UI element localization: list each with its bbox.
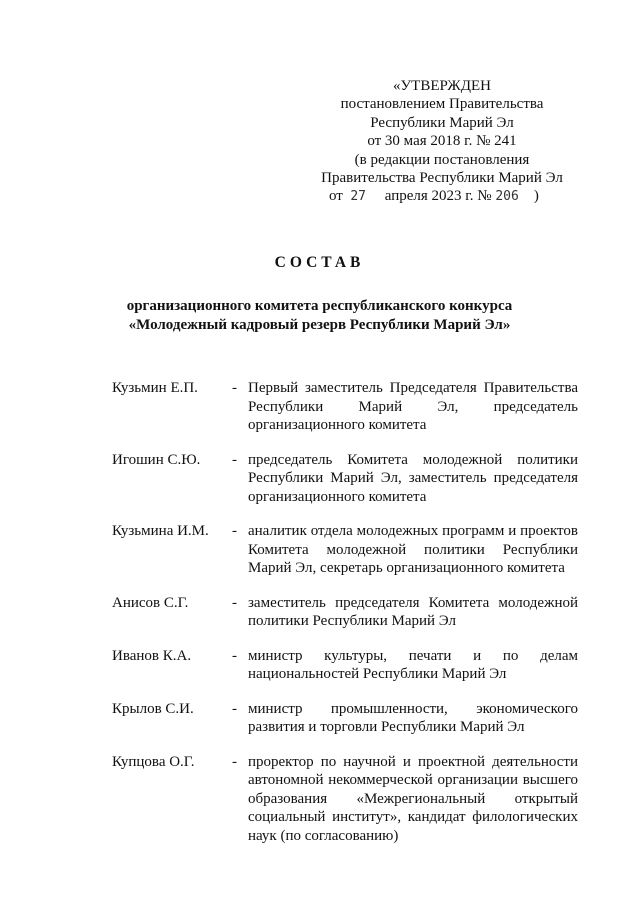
member-name: Кузьмин Е.П. <box>112 380 198 396</box>
member-name: Иванов К.А. <box>112 647 192 664</box>
member-dash: - <box>232 523 237 539</box>
member-name: Купцова О.Г. <box>112 753 195 770</box>
member-role: министр культуры, печати и по делам национальностей Республики Марий Эл <box>248 647 578 682</box>
members-list <box>112 379 578 861</box>
revision-number: 206 <box>495 189 519 205</box>
member-dash: - <box>232 647 237 664</box>
member-name: Кузьмина И.М. <box>112 523 209 539</box>
member-role: проректор по научной и проектной деятельности автономной некоммерческой организации высшего образования «Межрегиональный открытый социальный институт», кандидат филологических наук (по согласованию) <box>248 753 578 844</box>
member-row <box>112 647 578 684</box>
revision-suffix: ) <box>533 188 539 205</box>
member-dash: - <box>232 451 237 468</box>
document-title: СОСТАВ <box>274 254 365 271</box>
member-row <box>112 379 578 435</box>
member-row <box>112 594 578 631</box>
approval-heading: «УТВЕРЖДЕН <box>393 78 491 94</box>
member-row <box>112 522 578 578</box>
subtitle-line: организационного комитета республиканского конкурса <box>126 298 513 314</box>
approval-line: постановлением Правительства <box>340 96 544 113</box>
member-row <box>112 451 578 507</box>
revision-day: 27 <box>350 189 367 205</box>
member-dash: - <box>232 380 237 396</box>
member-dash: - <box>232 594 237 611</box>
approval-block <box>307 77 577 207</box>
member-role: заместитель председателя Комитета молодежной политики Республики Марий Эл <box>248 594 578 629</box>
approval-date-number: от 30 мая 2018 г. № 241 <box>367 133 517 150</box>
member-dash: - <box>232 753 237 770</box>
member-row <box>112 700 578 737</box>
revision-prefix: от <box>329 188 343 205</box>
approval-line: Республики Марий Эл <box>370 114 514 131</box>
approval-line: Правительства Республики Марий Эл <box>321 170 563 187</box>
subtitle-line: «Молодежный кадровый резерв Республики Марий Эл» <box>128 317 511 333</box>
member-name: Игошин С.Ю. <box>112 451 201 468</box>
revision-month-year: апреля 2023 г. № <box>384 188 492 205</box>
member-name: Крылов С.И. <box>112 700 194 717</box>
approval-line: (в редакции постановления <box>354 151 530 168</box>
member-row <box>112 753 578 846</box>
member-role: Первый заместитель Председателя Правительства Республики Марий Эл, председатель организационного комитета <box>248 380 578 433</box>
document-subtitle <box>0 297 639 335</box>
approval-revision-line <box>307 187 577 206</box>
member-role: аналитик отдела молодежных программ и проектов Комитета молодежной политики Республики Марий Эл, секретарь организационного комитета <box>248 523 578 576</box>
member-role: министр промышленности, экономического развития и торговли Республики Марий Эл <box>248 700 578 735</box>
member-role: председатель Комитета молодежной политики Республики Марий Эл, заместитель председателя организационного комитета <box>248 451 578 505</box>
member-name: Анисов С.Г. <box>112 594 189 611</box>
member-dash: - <box>232 700 237 717</box>
